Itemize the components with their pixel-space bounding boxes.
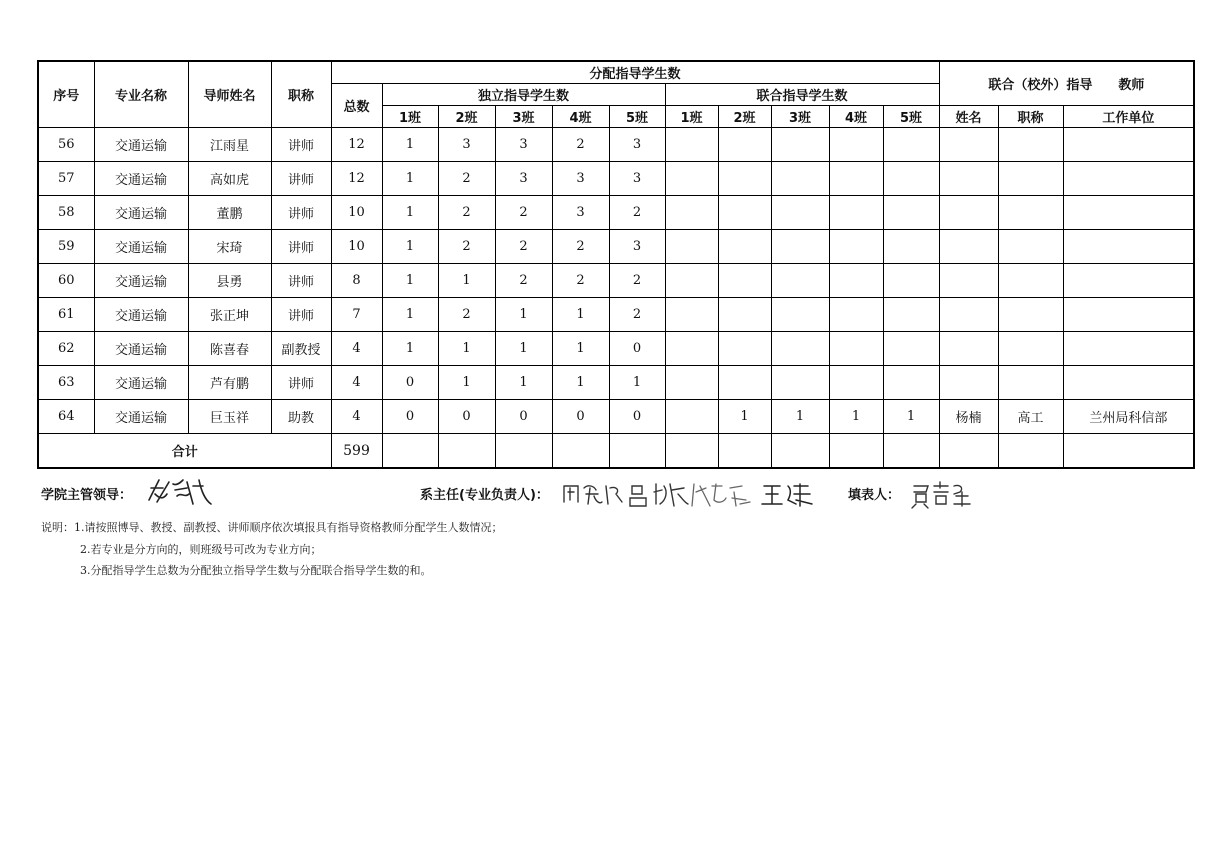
cell-ext-name	[939, 230, 998, 264]
cell-ext-rank	[998, 264, 1063, 298]
cell-joint-class-2	[718, 162, 771, 196]
cell-ext-rank	[998, 332, 1063, 366]
cell-ind-class-2: 1	[438, 366, 495, 400]
header-joint-class-4: 4班	[829, 106, 883, 128]
cell-ind-class-2: 2	[438, 298, 495, 332]
cell-joint-class-5	[883, 128, 939, 162]
cell-ext-name	[939, 162, 998, 196]
cell-ext-unit	[1063, 298, 1194, 332]
table-row	[38, 332, 1194, 366]
cell-major: 交通运输	[94, 298, 188, 332]
cell-ind-class-3: 3	[495, 162, 552, 196]
cell-joint-class-5	[883, 162, 939, 196]
header-ind-class-2: 2班	[438, 106, 495, 128]
filler-label: 填表人：	[848, 488, 901, 503]
cell-seq: 62	[38, 332, 94, 366]
cell-major: 交通运输	[94, 264, 188, 298]
cell-seq: 58	[38, 196, 94, 230]
cell-joint-class-2	[718, 366, 771, 400]
cell-major: 交通运输	[94, 230, 188, 264]
total-empty-cell	[998, 434, 1063, 469]
header-allocated: 分配指导学生数	[331, 61, 939, 84]
cell-total: 7	[331, 298, 382, 332]
table-row	[38, 230, 1194, 264]
cell-total: 12	[331, 128, 382, 162]
cell-joint-class-2	[718, 298, 771, 332]
cell-joint-class-2: 1	[718, 400, 771, 434]
total-empty-cell	[609, 434, 665, 469]
header-joint-class-2: 2班	[718, 106, 771, 128]
total-empty-cell	[718, 434, 771, 469]
cell-joint-class-5	[883, 298, 939, 332]
cell-advisor: 巨玉祥	[188, 400, 271, 434]
cell-advisor: 陈喜春	[188, 332, 271, 366]
header-joint-class-1: 1班	[665, 106, 718, 128]
cell-major: 交通运输	[94, 332, 188, 366]
total-empty-cell	[1063, 434, 1194, 469]
cell-joint-class-3	[771, 230, 829, 264]
cell-joint-class-2	[718, 128, 771, 162]
advisor-allocation-table	[37, 60, 1195, 469]
cell-rank: 讲师	[271, 264, 331, 298]
cell-ext-rank	[998, 298, 1063, 332]
header-total: 总数	[331, 84, 382, 128]
note-1: 说明：1.请按照博导、教授、副教授、讲师顺序依次填报具有指导资格教师分配学生人数情况；	[41, 521, 503, 534]
cell-joint-class-1	[665, 128, 718, 162]
table-row	[38, 128, 1194, 162]
cell-ind-class-3: 2	[495, 264, 552, 298]
dean-signature	[143, 474, 223, 510]
cell-joint-class-4	[829, 298, 883, 332]
cell-joint-class-5	[883, 366, 939, 400]
cell-ind-class-5: 2	[609, 196, 665, 230]
dean-label: 学院主管领导：	[41, 488, 133, 503]
cell-joint-class-1	[665, 162, 718, 196]
cell-ext-name	[939, 128, 998, 162]
cell-ind-class-4: 3	[552, 196, 609, 230]
cell-ind-class-3: 0	[495, 400, 552, 434]
cell-rank: 讲师	[271, 128, 331, 162]
cell-joint-class-5	[883, 196, 939, 230]
cell-joint-class-4	[829, 196, 883, 230]
cell-total: 4	[331, 332, 382, 366]
total-value: 599	[331, 434, 382, 469]
cell-advisor: 县勇	[188, 264, 271, 298]
header-ind-class-4: 4班	[552, 106, 609, 128]
header-advisor: 导师姓名	[188, 61, 271, 128]
cell-ext-unit	[1063, 264, 1194, 298]
cell-total: 4	[331, 366, 382, 400]
cell-ind-class-5: 2	[609, 264, 665, 298]
cell-ind-class-3: 1	[495, 332, 552, 366]
cell-major: 交通运输	[94, 162, 188, 196]
cell-rank: 讲师	[271, 196, 331, 230]
cell-major: 交通运输	[94, 366, 188, 400]
cell-ind-class-1: 1	[382, 298, 438, 332]
cell-joint-class-5	[883, 264, 939, 298]
head-signatures	[560, 478, 825, 510]
cell-joint-class-3	[771, 264, 829, 298]
total-label: 合计	[38, 434, 331, 469]
cell-ind-class-2: 1	[438, 332, 495, 366]
header-ind-class-3: 3班	[495, 106, 552, 128]
cell-ind-class-1: 1	[382, 332, 438, 366]
cell-ind-class-5: 3	[609, 230, 665, 264]
cell-joint-class-2	[718, 264, 771, 298]
cell-ext-unit	[1063, 366, 1194, 400]
cell-total: 12	[331, 162, 382, 196]
cell-joint-class-4	[829, 366, 883, 400]
cell-ind-class-2: 1	[438, 264, 495, 298]
cell-joint-class-3: 1	[771, 400, 829, 434]
cell-ind-class-1: 1	[382, 264, 438, 298]
cell-ext-unit	[1063, 128, 1194, 162]
cell-advisor: 宋琦	[188, 230, 271, 264]
cell-total: 10	[331, 196, 382, 230]
table-row	[38, 264, 1194, 298]
cell-joint-class-2	[718, 230, 771, 264]
cell-ext-unit	[1063, 332, 1194, 366]
cell-ind-class-5: 3	[609, 162, 665, 196]
cell-ind-class-1: 0	[382, 400, 438, 434]
header-external: 联合（校外）指导 教师	[939, 61, 1194, 106]
cell-ind-class-5: 0	[609, 400, 665, 434]
cell-joint-class-4	[829, 162, 883, 196]
cell-total: 8	[331, 264, 382, 298]
cell-ext-unit	[1063, 196, 1194, 230]
cell-ext-rank	[998, 128, 1063, 162]
table-row	[38, 366, 1194, 400]
header-ext-unit: 工作单位	[1063, 106, 1194, 128]
total-empty-cell	[495, 434, 552, 469]
table-row	[38, 162, 1194, 196]
total-empty-cell	[883, 434, 939, 469]
cell-ind-class-4: 1	[552, 332, 609, 366]
cell-ext-unit	[1063, 230, 1194, 264]
cell-ext-name	[939, 264, 998, 298]
header-joint: 联合指导学生数	[665, 84, 939, 106]
cell-ind-class-2: 2	[438, 196, 495, 230]
total-empty-cell	[771, 434, 829, 469]
cell-joint-class-5	[883, 332, 939, 366]
header-seq: 序号	[38, 61, 94, 128]
cell-ind-class-1: 1	[382, 230, 438, 264]
cell-ext-name: 杨楠	[939, 400, 998, 434]
cell-ind-class-5: 0	[609, 332, 665, 366]
cell-joint-class-1	[665, 400, 718, 434]
cell-total: 4	[331, 400, 382, 434]
cell-advisor: 高如虎	[188, 162, 271, 196]
header-independent: 独立指导学生数	[382, 84, 665, 106]
cell-ext-rank: 高工	[998, 400, 1063, 434]
cell-joint-class-3	[771, 366, 829, 400]
cell-joint-class-1	[665, 230, 718, 264]
cell-joint-class-2	[718, 332, 771, 366]
cell-ext-rank	[998, 230, 1063, 264]
cell-joint-class-2	[718, 196, 771, 230]
cell-joint-class-1	[665, 366, 718, 400]
cell-advisor: 董鹏	[188, 196, 271, 230]
header-ind-class-5: 5班	[609, 106, 665, 128]
cell-rank: 讲师	[271, 230, 331, 264]
cell-joint-class-1	[665, 196, 718, 230]
header-joint-class-3: 3班	[771, 106, 829, 128]
cell-rank: 讲师	[271, 366, 331, 400]
cell-seq: 61	[38, 298, 94, 332]
table-row	[38, 196, 1194, 230]
cell-ext-rank	[998, 366, 1063, 400]
total-empty-cell	[382, 434, 438, 469]
cell-joint-class-3	[771, 128, 829, 162]
cell-ind-class-4: 1	[552, 366, 609, 400]
note-3: 3.分配指导学生总数为分配独立指导学生数与分配联合指导学生数的和。	[80, 564, 432, 577]
cell-ind-class-5: 1	[609, 366, 665, 400]
cell-ind-class-4: 0	[552, 400, 609, 434]
head-label: 系主任(专业负责人)：	[420, 488, 549, 503]
cell-ind-class-4: 2	[552, 230, 609, 264]
filler-signature	[910, 478, 974, 510]
cell-seq: 57	[38, 162, 94, 196]
cell-ext-rank	[998, 162, 1063, 196]
total-empty-cell	[552, 434, 609, 469]
cell-ind-class-2: 2	[438, 162, 495, 196]
total-empty-cell	[829, 434, 883, 469]
header-rank: 职称	[271, 61, 331, 128]
cell-seq: 63	[38, 366, 94, 400]
cell-ext-name	[939, 332, 998, 366]
cell-joint-class-4	[829, 332, 883, 366]
cell-major: 交通运输	[94, 400, 188, 434]
header-joint-class-5: 5班	[883, 106, 939, 128]
cell-major: 交通运输	[94, 196, 188, 230]
cell-rank: 副教授	[271, 332, 331, 366]
total-empty-cell	[939, 434, 998, 469]
cell-ind-class-3: 2	[495, 230, 552, 264]
cell-ext-rank	[998, 196, 1063, 230]
cell-rank: 讲师	[271, 162, 331, 196]
cell-ind-class-1: 1	[382, 128, 438, 162]
cell-ind-class-4: 3	[552, 162, 609, 196]
cell-joint-class-1	[665, 332, 718, 366]
cell-ind-class-1: 1	[382, 196, 438, 230]
cell-joint-class-4	[829, 264, 883, 298]
cell-joint-class-4	[829, 230, 883, 264]
cell-ind-class-4: 2	[552, 264, 609, 298]
cell-joint-class-3	[771, 298, 829, 332]
cell-advisor: 江雨星	[188, 128, 271, 162]
cell-ind-class-5: 3	[609, 128, 665, 162]
cell-advisor: 张正坤	[188, 298, 271, 332]
cell-ext-unit	[1063, 162, 1194, 196]
cell-seq: 60	[38, 264, 94, 298]
cell-major: 交通运输	[94, 128, 188, 162]
cell-rank: 讲师	[271, 298, 331, 332]
cell-ind-class-3: 1	[495, 366, 552, 400]
header-major: 专业名称	[94, 61, 188, 128]
cell-ext-name	[939, 196, 998, 230]
cell-joint-class-3	[771, 162, 829, 196]
cell-joint-class-5	[883, 230, 939, 264]
cell-ind-class-1: 0	[382, 366, 438, 400]
cell-joint-class-3	[771, 332, 829, 366]
cell-rank: 助教	[271, 400, 331, 434]
table-row	[38, 298, 1194, 332]
cell-seq: 59	[38, 230, 94, 264]
cell-advisor: 芦有鹏	[188, 366, 271, 400]
cell-ext-name	[939, 298, 998, 332]
cell-total: 10	[331, 230, 382, 264]
cell-joint-class-4	[829, 128, 883, 162]
total-row	[38, 434, 1194, 469]
header-ind-class-1: 1班	[382, 106, 438, 128]
cell-ind-class-2: 0	[438, 400, 495, 434]
table-row	[38, 400, 1194, 434]
total-empty-cell	[438, 434, 495, 469]
cell-ext-name	[939, 366, 998, 400]
cell-ind-class-3: 2	[495, 196, 552, 230]
cell-ind-class-2: 3	[438, 128, 495, 162]
cell-ind-class-5: 2	[609, 298, 665, 332]
cell-joint-class-4: 1	[829, 400, 883, 434]
header-ext-name: 姓名	[939, 106, 998, 128]
cell-seq: 56	[38, 128, 94, 162]
cell-ext-unit: 兰州局科信部	[1063, 400, 1194, 434]
cell-joint-class-1	[665, 264, 718, 298]
cell-joint-class-3	[771, 196, 829, 230]
cell-ind-class-4: 1	[552, 298, 609, 332]
header-ext-rank: 职称	[998, 106, 1063, 128]
total-empty-cell	[665, 434, 718, 469]
note-2: 2.若专业是分方向的，则班级号可改为专业方向；	[80, 543, 322, 556]
cell-joint-class-1	[665, 298, 718, 332]
cell-ind-class-3: 3	[495, 128, 552, 162]
cell-joint-class-5: 1	[883, 400, 939, 434]
cell-ind-class-3: 1	[495, 298, 552, 332]
cell-ind-class-2: 2	[438, 230, 495, 264]
cell-seq: 64	[38, 400, 94, 434]
cell-ind-class-4: 2	[552, 128, 609, 162]
cell-ind-class-1: 1	[382, 162, 438, 196]
